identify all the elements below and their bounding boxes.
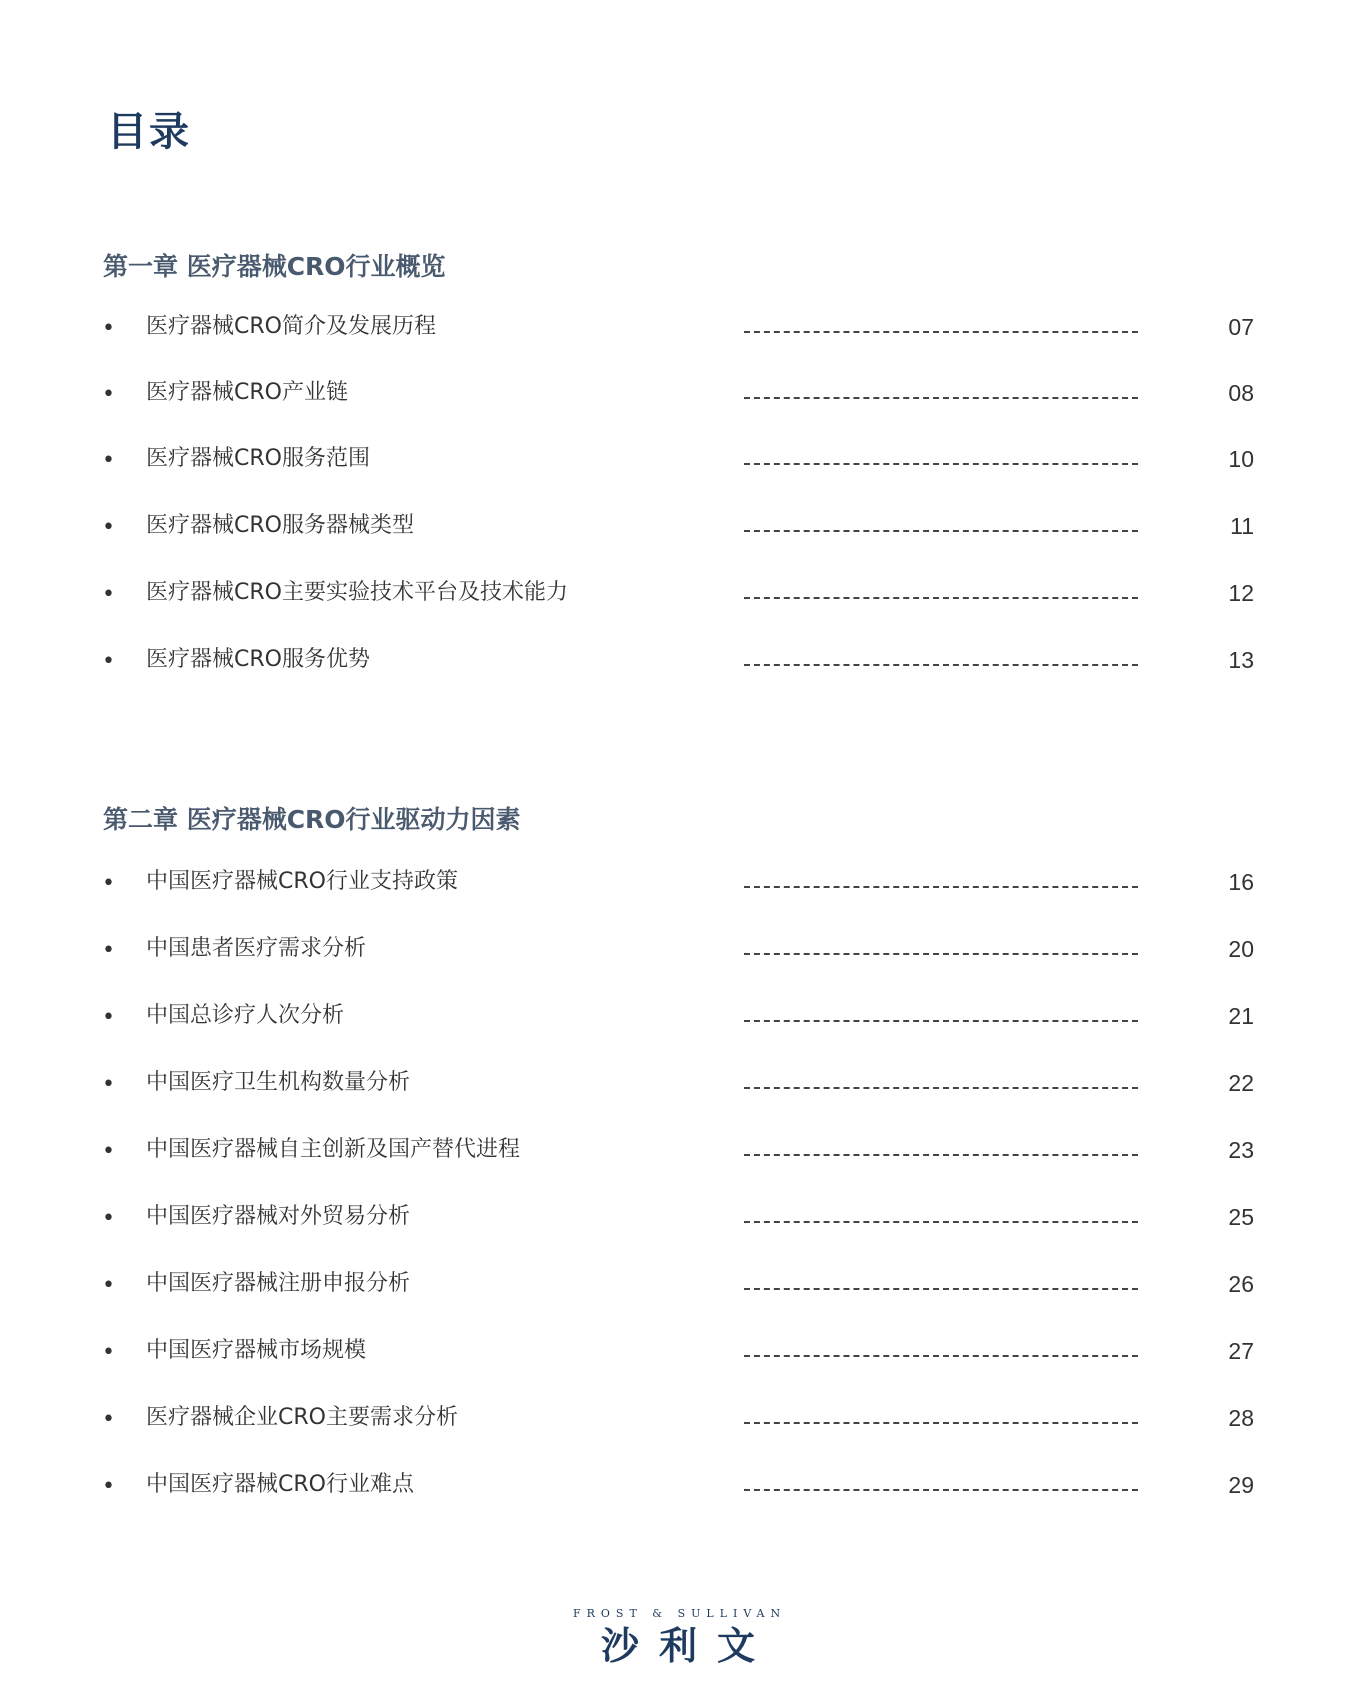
toc-entry-label: 中国医疗器械自主创新及国产替代进程 [146,1137,521,1162]
dotted-leader [744,463,1138,465]
toc-entry-label: 中国总诊疗人次分析 [146,1003,345,1028]
chapter-2-heading: 第二章 医疗器械CRO行业驱动力因素 [103,805,521,834]
logo-chinese-text: 沙利文 [600,1624,775,1668]
toc-entry[interactable] [0,1405,1347,1441]
bullet-icon: • [102,1340,115,1365]
dotted-leader [744,886,1138,888]
bullet-icon: • [102,1407,115,1432]
toc-entry-label: 中国医疗器械对外贸易分析 [146,1204,411,1229]
toc-page-number: 08 [1228,380,1254,406]
bullet-icon: • [102,448,115,473]
dotted-leader [744,597,1138,599]
toc-entry[interactable] [0,380,1347,416]
dotted-leader [744,953,1138,955]
toc-entry-label: 中国医疗器械CRO行业难点 [146,1472,414,1497]
bullet-icon: • [102,316,115,341]
toc-page-number: 12 [1228,580,1254,606]
toc-page-number: 10 [1228,446,1254,472]
toc-page-number: 16 [1228,869,1254,895]
bullet-icon: • [102,938,115,963]
dotted-leader [744,530,1138,532]
bullet-icon: • [102,1273,115,1298]
frost-sullivan-logo [573,1607,787,1668]
dotted-leader [744,1087,1138,1089]
toc-entry[interactable] [0,936,1347,972]
toc-page-number: 26 [1228,1271,1254,1297]
logo-english-text: FROST & SULLIVAN [573,1607,787,1620]
toc-page-number: 25 [1228,1204,1254,1230]
dotted-leader [744,397,1138,399]
bullet-icon: • [102,1474,115,1499]
bullet-icon: • [102,382,115,407]
toc-entry[interactable] [0,446,1347,482]
dotted-leader [744,664,1138,666]
bullet-icon: • [102,1072,115,1097]
dotted-leader [744,1355,1138,1357]
toc-entry[interactable] [0,1472,1347,1508]
toc-entry[interactable] [0,1003,1347,1039]
toc-page-number: 21 [1228,1003,1254,1029]
toc-entry-label: 中国患者医疗需求分析 [146,936,367,961]
toc-page-number: 23 [1228,1137,1254,1163]
dotted-leader [744,1221,1138,1223]
toc-page-number: 13 [1228,647,1254,673]
toc-entry[interactable] [0,647,1347,683]
bullet-icon: • [102,582,115,607]
dotted-leader [744,1020,1138,1022]
toc-entry[interactable] [0,869,1347,905]
toc-entry[interactable] [0,513,1347,549]
toc-entry[interactable] [0,1338,1347,1374]
toc-entry[interactable] [0,314,1347,350]
toc-entry-label: 医疗器械CRO简介及发展历程 [146,314,436,339]
toc-entry[interactable] [0,580,1347,616]
toc-entry-label: 医疗器械CRO服务器械类型 [146,513,414,538]
toc-page-number: 28 [1228,1405,1254,1431]
bullet-icon: • [102,871,115,896]
toc-entry[interactable] [0,1137,1347,1173]
toc-page-number: 20 [1228,936,1254,962]
toc-entry[interactable] [0,1070,1347,1106]
dotted-leader [744,331,1138,333]
toc-page-number: 11 [1230,513,1254,539]
toc-entry-label: 中国医疗器械注册申报分析 [146,1271,411,1296]
bullet-icon: • [102,1005,115,1030]
toc-entry[interactable] [0,1271,1347,1307]
dotted-leader [744,1154,1138,1156]
dotted-leader [744,1422,1138,1424]
toc-entry-label: 中国医疗卫生机构数量分析 [146,1070,411,1095]
bullet-icon: • [102,515,115,540]
dotted-leader [744,1489,1138,1491]
dotted-leader [744,1288,1138,1290]
toc-entry-label: 医疗器械CRO主要实验技术平台及技术能力 [146,580,568,605]
bullet-icon: • [102,1139,115,1164]
toc-page-number: 22 [1228,1070,1254,1096]
toc-page-number: 07 [1228,314,1254,340]
toc-entry-label: 中国医疗器械市场规模 [146,1338,367,1363]
toc-entry-label: 医疗器械企业CRO主要需求分析 [146,1405,458,1430]
toc-entry-label: 医疗器械CRO产业链 [146,380,348,405]
chapter-1-heading: 第一章 医疗器械CRO行业概览 [103,252,446,281]
toc-page-number: 29 [1228,1472,1254,1498]
toc-entry-label: 中国医疗器械CRO行业支持政策 [146,869,458,894]
page-title: 目录 [107,109,191,155]
toc-entry-label: 医疗器械CRO服务范围 [146,446,370,471]
toc-entry-label: 医疗器械CRO服务优势 [146,647,370,672]
toc-entry[interactable] [0,1204,1347,1240]
bullet-icon: • [102,649,115,674]
bullet-icon: • [102,1206,115,1231]
toc-page-number: 27 [1228,1338,1254,1364]
